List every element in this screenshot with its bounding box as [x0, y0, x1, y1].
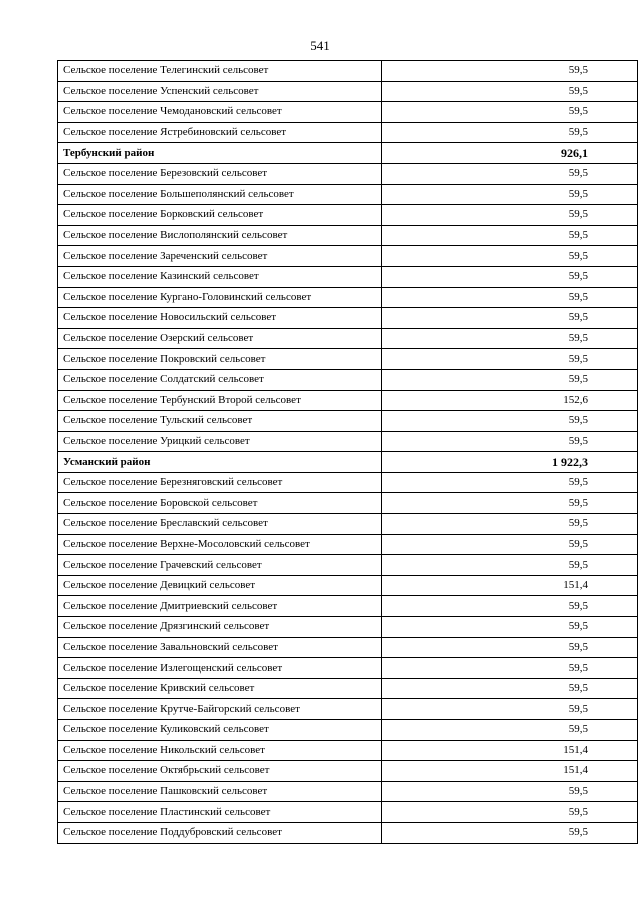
settlement-name: Сельское поселение Покровский сельсовет: [58, 349, 382, 370]
settlement-name: Сельское поселение Дмитриевский сельсовет: [58, 596, 382, 617]
allocation-value: 59,5: [382, 781, 638, 802]
settlement-name: Сельское поселение Озерский сельсовет: [58, 328, 382, 349]
settlement-name: Сельское поселение Вислополянский сельсовет: [58, 225, 382, 246]
allocation-value: 59,5: [382, 678, 638, 699]
settlement-name: Сельское поселение Березовский сельсовет: [58, 163, 382, 184]
allocation-value: 59,5: [382, 431, 638, 452]
table-row: [58, 472, 638, 493]
table-row: [58, 555, 638, 576]
table-row: [58, 802, 638, 823]
allocation-value: 59,5: [382, 617, 638, 638]
allocation-value: 59,5: [382, 802, 638, 823]
table-body: [58, 61, 638, 844]
table-row: [58, 184, 638, 205]
allocation-table: [57, 60, 638, 844]
settlement-name: Сельское поселение Тульский сельсовет: [58, 411, 382, 432]
allocation-value: 59,5: [382, 637, 638, 658]
settlement-name: Сельское поселение Боровской сельсовет: [58, 493, 382, 514]
settlement-name: Сельское поселение Урицкий сельсовет: [58, 431, 382, 452]
settlement-name: Сельское поселение Березняговский сельсовет: [58, 472, 382, 493]
allocation-value: 59,5: [382, 514, 638, 535]
settlement-name: Сельское поселение Кургано-Головинский сельсовет: [58, 287, 382, 308]
settlement-name: Сельское поселение Октябрьский сельсовет: [58, 761, 382, 782]
table-row: [58, 205, 638, 226]
allocation-value: 59,5: [382, 822, 638, 843]
allocation-value: 59,5: [382, 493, 638, 514]
table-row: [58, 617, 638, 638]
settlement-name: Сельское поселение Бреславский сельсовет: [58, 514, 382, 535]
table-row: [58, 699, 638, 720]
allocation-value: 59,5: [382, 81, 638, 102]
settlement-name: Сельское поселение Тербунский Второй сельсовет: [58, 390, 382, 411]
district-total: 926,1: [382, 143, 638, 164]
district-row: [58, 452, 638, 473]
table-row: [58, 761, 638, 782]
table-row: [58, 369, 638, 390]
table-row: [58, 678, 638, 699]
table-row: [58, 720, 638, 741]
allocation-value: 59,5: [382, 555, 638, 576]
settlement-name: Сельское поселение Пластинский сельсовет: [58, 802, 382, 823]
table-row: [58, 822, 638, 843]
settlement-name: Сельское поселение Крутче-Байгорский сельсовет: [58, 699, 382, 720]
table-row: [58, 308, 638, 329]
district-row: [58, 143, 638, 164]
settlement-name: Сельское поселение Борковский сельсовет: [58, 205, 382, 226]
settlement-name: Сельское поселение Чемодановский сельсовет: [58, 102, 382, 123]
table-row: [58, 493, 638, 514]
allocation-value: 59,5: [382, 163, 638, 184]
page-number: 541: [310, 38, 330, 53]
settlement-name: Сельское поселение Куликовский сельсовет: [58, 720, 382, 741]
table-row: [58, 349, 638, 370]
allocation-value: 59,5: [382, 184, 638, 205]
allocation-value: 59,5: [382, 720, 638, 741]
district-name: Усманский район: [58, 452, 382, 473]
allocation-value: 152,6: [382, 390, 638, 411]
table-row: [58, 740, 638, 761]
settlement-name: Сельское поселение Кривский сельсовет: [58, 678, 382, 699]
allocation-value: 59,5: [382, 266, 638, 287]
settlement-name: Сельское поселение Никольский сельсовет: [58, 740, 382, 761]
settlement-name: Сельское поселение Большеполянский сельсовет: [58, 184, 382, 205]
allocation-value: 59,5: [382, 246, 638, 267]
allocation-value: 59,5: [382, 472, 638, 493]
allocation-value: 59,5: [382, 225, 638, 246]
allocation-value: 151,4: [382, 761, 638, 782]
settlement-name: Сельское поселение Завальновский сельсовет: [58, 637, 382, 658]
table-row: [58, 61, 638, 82]
settlement-name: Сельское поселение Девицкий сельсовет: [58, 575, 382, 596]
allocation-value: 59,5: [382, 308, 638, 329]
allocation-value: 59,5: [382, 411, 638, 432]
settlement-name: Сельское поселение Солдатский сельсовет: [58, 369, 382, 390]
allocation-value: 59,5: [382, 699, 638, 720]
table-row: [58, 225, 638, 246]
district-total: 1 922,3: [382, 452, 638, 473]
settlement-name: Сельское поселение Ястребиновский сельсовет: [58, 122, 382, 143]
table-row: [58, 122, 638, 143]
settlement-name: Сельское поселение Казинский сельсовет: [58, 266, 382, 287]
allocation-value: 59,5: [382, 328, 638, 349]
table-row: [58, 163, 638, 184]
allocation-value: 59,5: [382, 658, 638, 679]
allocation-value: 151,4: [382, 740, 638, 761]
table-row: [58, 390, 638, 411]
table-row: [58, 266, 638, 287]
allocation-value: 59,5: [382, 349, 638, 370]
table-row: [58, 534, 638, 555]
district-name: Тербунский район: [58, 143, 382, 164]
table-row: [58, 102, 638, 123]
settlement-name: Сельское поселение Поддубровский сельсовет: [58, 822, 382, 843]
table-row: [58, 287, 638, 308]
settlement-name: Сельское поселение Телегинский сельсовет: [58, 61, 382, 82]
settlement-name: Сельское поселение Грачевский сельсовет: [58, 555, 382, 576]
table-row: [58, 658, 638, 679]
allocation-value: 59,5: [382, 122, 638, 143]
table-row: [58, 411, 638, 432]
table-row: [58, 637, 638, 658]
table-row: [58, 781, 638, 802]
allocation-value: 59,5: [382, 369, 638, 390]
settlement-name: Сельское поселение Новосильский сельсовет: [58, 308, 382, 329]
table-row: [58, 514, 638, 535]
settlement-name: Сельское поселение Зареченский сельсовет: [58, 246, 382, 267]
settlement-name: Сельское поселение Пашковский сельсовет: [58, 781, 382, 802]
table-row: [58, 596, 638, 617]
allocation-value: 59,5: [382, 61, 638, 82]
allocation-value: 59,5: [382, 596, 638, 617]
table-row: [58, 328, 638, 349]
settlement-name: Сельское поселение Дрязгинский сельсовет: [58, 617, 382, 638]
settlement-name: Сельское поселение Верхне-Мосоловский сельсовет: [58, 534, 382, 555]
settlement-name: Сельское поселение Успенский сельсовет: [58, 81, 382, 102]
allocation-value: 59,5: [382, 287, 638, 308]
allocation-value: 59,5: [382, 534, 638, 555]
table-row: [58, 81, 638, 102]
table-row: [58, 575, 638, 596]
allocation-value: 59,5: [382, 102, 638, 123]
settlement-name: Сельское поселение Излегощенский сельсовет: [58, 658, 382, 679]
allocation-value: 151,4: [382, 575, 638, 596]
table-row: [58, 246, 638, 267]
allocation-value: 59,5: [382, 205, 638, 226]
table-row: [58, 431, 638, 452]
